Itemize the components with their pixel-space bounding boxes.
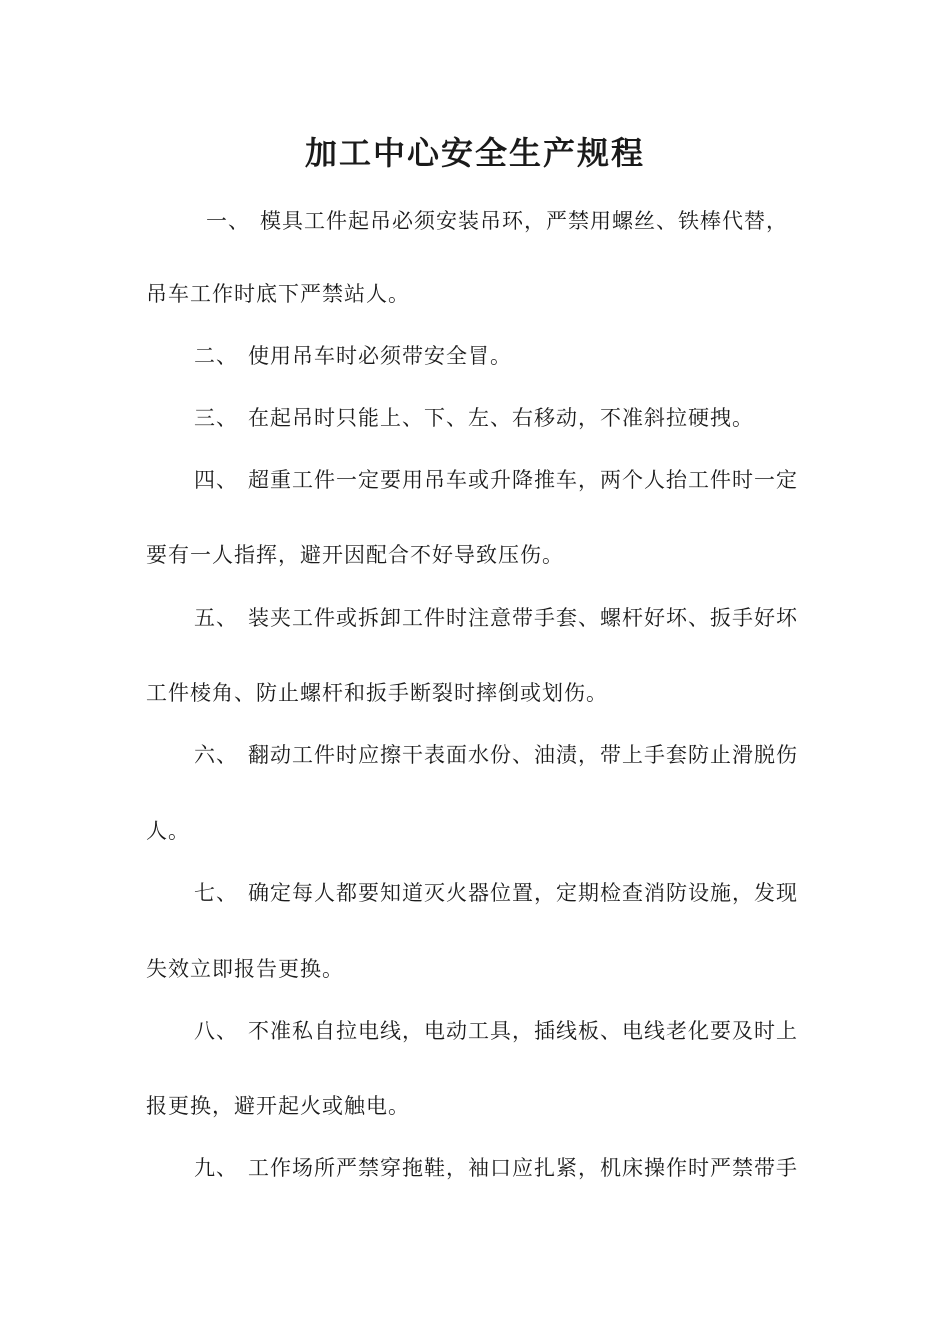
rule-8-line-2: 报更换，避开起火或触电。 — [146, 1094, 410, 1118]
document-title: 加工中心安全生产规程 — [304, 134, 645, 172]
rule-7-line-2: 失效立即报告更换。 — [146, 957, 344, 981]
rule-7-text: 确定每人都要知道灭火器位置，定期检查消防设施，发现 — [248, 881, 798, 905]
rule-9-number: 九、 — [194, 1156, 238, 1180]
rule-3-line-1 — [194, 403, 754, 433]
rule-2-number: 二、 — [194, 344, 238, 368]
rule-2-text: 使用吊车时必须带安全冒。 — [248, 344, 512, 368]
rule-1-line-1 — [206, 206, 788, 236]
rule-3-text: 在起吊时只能上、下、左、右移动，不准斜拉硬拽。 — [248, 406, 754, 430]
rule-6-text: 翻动工件时应擦干表面水份、油渍，带上手套防止滑脱伤 — [248, 743, 798, 767]
rule-8-text: 不准私自拉电线，电动工具，插线板、电线老化要及时上 — [248, 1019, 798, 1043]
rule-5-line-2: 工件棱角、防止螺杆和扳手断裂时摔倒或划伤。 — [146, 681, 608, 705]
rule-8-line-1 — [194, 1016, 798, 1046]
rule-3-number: 三、 — [194, 406, 238, 430]
rule-7-number: 七、 — [194, 881, 238, 905]
rule-6-number: 六、 — [194, 743, 238, 767]
rule-9-text: 工作场所严禁穿拖鞋，袖口应扎紧，机床操作时严禁带手 — [248, 1156, 798, 1180]
rule-5-text: 装夹工件或拆卸工件时注意带手套、螺杆好坏、扳手好坏 — [248, 606, 798, 630]
rule-5-line-1 — [194, 603, 798, 633]
rule-1-number: 一、 — [206, 209, 250, 233]
rule-2-line-1 — [194, 341, 512, 371]
rule-6-line-1 — [194, 740, 798, 770]
rule-1-text: 模具工件起吊必须安装吊环，严禁用螺丝、铁棒代替， — [260, 209, 788, 233]
rule-1-line-2: 吊车工作时底下严禁站人。 — [146, 282, 410, 306]
rule-4-text: 超重工件一定要用吊车或升降推车，两个人抬工件时一定 — [248, 468, 798, 492]
rule-8-number: 八、 — [194, 1019, 238, 1043]
rule-4-number: 四、 — [194, 468, 238, 492]
rule-7-line-1 — [194, 878, 798, 908]
rule-4-line-2: 要有一人指挥，避开因配合不好导致压伤。 — [146, 543, 564, 567]
rule-6-line-2: 人。 — [146, 819, 190, 843]
rule-9-line-1 — [194, 1153, 798, 1183]
rule-5-number: 五、 — [194, 606, 238, 630]
rule-4-line-1 — [194, 465, 798, 495]
